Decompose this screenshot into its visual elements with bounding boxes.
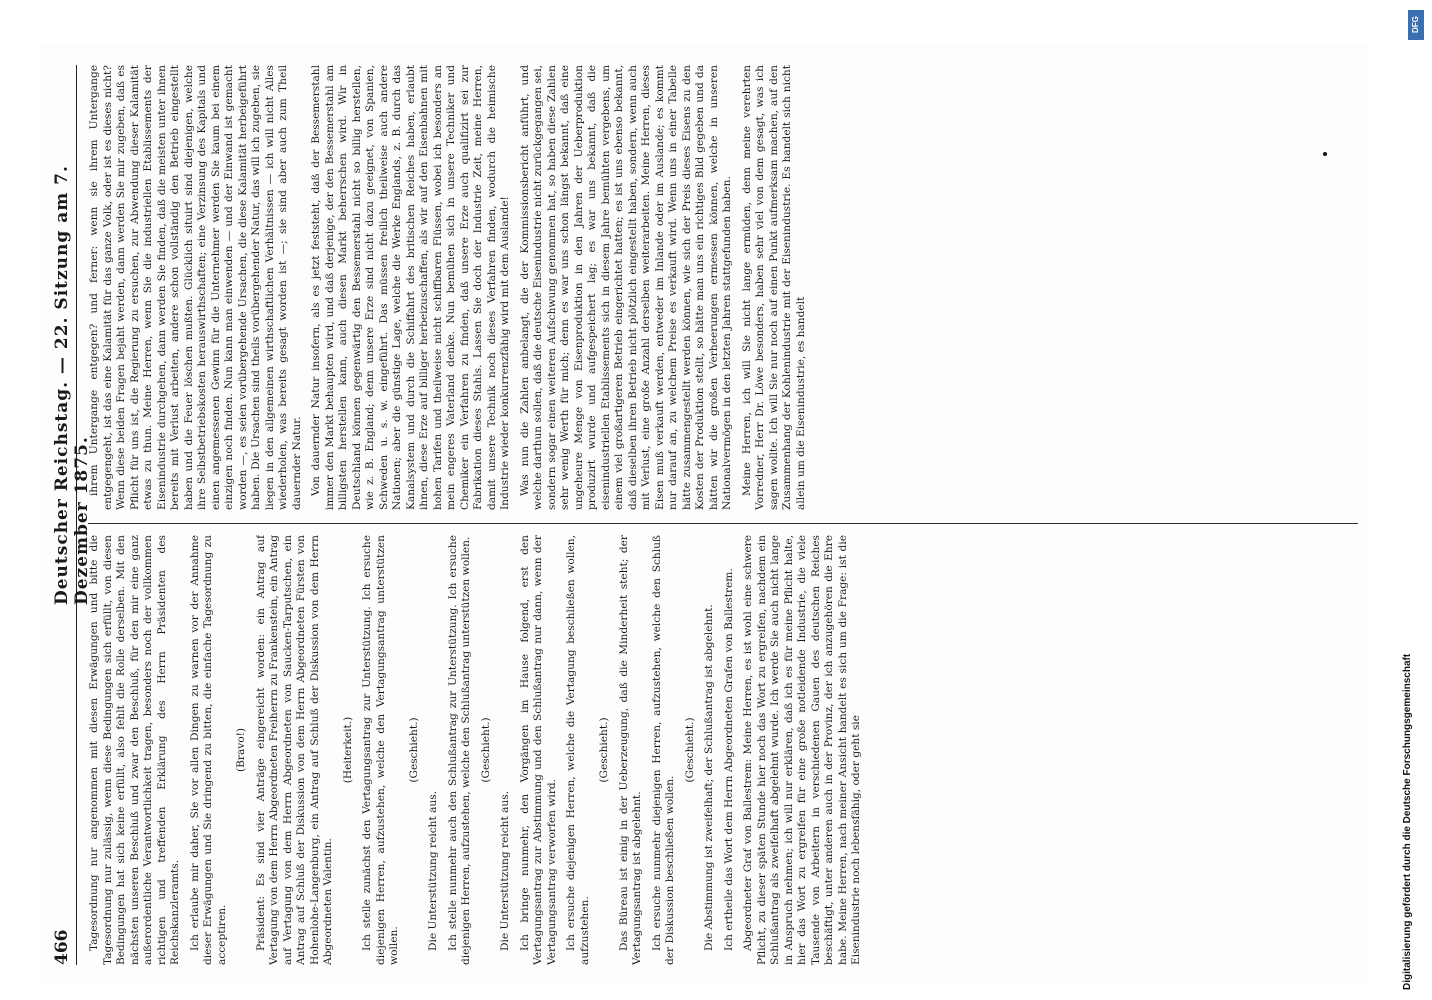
paragraph: Was nun die Zahlen anbelangt, die der Kommissionsbericht anführt, und welche darthun sollen, daß die deutsche Eisenindustrie nicht zurückgegangen sei, sondern sogar einen weiteren Aufschwung genommen hat, so haben diese Zahlen sehr wenig Werth für mich; denn es war uns schon längst bekannt, daß eine ungeheure Menge von Eisenproduktion in den Jahren der Ueberproduktion produzirt wurde und aufgespeichert lag; es war uns bekannt, daß die eisenindustriellen Etablissements sich in diesem Jahre bemühten vergebens, um einem viel großartigeren Betrieb eingerichtet hatten; es ist uns ebenso bekannt, daß dieselben ihren Betrieb nicht plötzlich eingestellt haben, sondern, wenn auch mit Verlust, eine große Anzahl derselben weiterarbeiten. Meine Herren, dieses Eisen muß verkauft werden, entweder im Inlande oder im Auslande; es kommt nur darauf an, zu welchem Preise es verkauft wird. Wenn uns in einer Tabelle hätte zusammengestellt werden können, wie sich der Preis dieses Eisens zu den Kosten der Produktion stellt, so hätte man uns ein richtiges Bild gegeben und da hätten wir die großen Verheerungen ermessen können, welche in unseren Nationalvermögen in den letzten Jahren stattgefunden haben. [518,65,733,510]
left-column [88,535,1358,965]
paragraph: Meine Herren, ich will Sie nicht lange ermüden, denn meine verehrten Vorredner, Herr Dr. Löwe besonders, haben sehr viel von dem gesagt, was ich sagen wollte. Ich will Sie nur noch auf einen Punkt aufmerksam machen, auf den Zusammenhang der Kohlenindustrie mit der Eisenindustrie. Es handelt sich nicht allein um die Eisenindustrie, es handelt [740,65,807,510]
digitization-credit: Digitalisierung gefördert durch die Deutsche Forschungsgemeinschaft [1402,653,1413,990]
interjection: (Geschieht.) [407,717,420,783]
paragraph: Ich ertheile das Wort dem Herrn Abgeordneten Grafen von Ballestrem. [722,568,735,951]
scan-speck [1323,152,1327,156]
paragraph: Das Büreau ist einig in der Ueberzeugung, daß die Minderheit steht; der Vertagungsantrag ist abgelehnt. [617,535,643,965]
page-number: 466 [52,929,72,965]
paragraph: Ich ersuche diejenigen Herren, welche die Vertagung beschließen wollen, aufzustehen. [565,535,591,965]
interjection: (Bravo!) [235,727,247,773]
scanned-page [40,45,1370,985]
paragraph: Abgeordneter Graf von Ballestrem: Meine Herren, es ist wohl eine schwere Pflicht, zu dieser späten Stunde hier noch das Wort zu ergreifen, nachdem ein Schlußantrag als zweifelhaft abgelehnt wurde. Ich werde Sie auch nicht lange in Anspruch nehmen; ich will nur erklären, daß ich es für meine Pflicht halte, hier das Wort zu ergreifen für eine große notleidende Industrie, die viele Tausende von Arbeitern in verschiedenen Gauen des deutschen Reiches beschäftigt, unter anderen auch in der Provinz, der ich anzugehören die Ehre habe. Meine Herren, nach meiner Ansicht handelt es sich um die Frage: ist die Eisenindustrie noch lebensfähig, oder geht sie [742,535,862,965]
paragraph: Ich bringe nunmehr, den Vorgängen im Hause folgend, erst den Vertagungsantrag zur Abstimmung und den Schlußantrag nur dann, wenn der Vertagungsantrag verworfen wird. [518,535,558,965]
page-title: Deutscher Reichstag. — 22. Sitzung am 7. Dezember 1875. [52,165,92,605]
paragraph: Die Abstimmung ist zweifelhaft; der Schlußantrag ist abgelehnt. [703,604,715,951]
paragraph: Präsident: Es sind vier Anträge eingereicht worden: ein Antrag auf Vertagung von dem Herrn Abgeordneten Freiherrn zu Frankenstein, ein Antrag auf Vertagung von dem Herrn Abgeordneten von Saucken-Tarputschen, ein Antrag auf Schluß der Diskussion von dem Herrn Abgeordneten Fürsten von Hohenlohe-Langenburg, ein Antrag auf Schluß der Diskussion von dem Herrn Abgeordneten Valentin. [254,535,334,965]
paragraph: Ich stelle zunächst den Vertagungsantrag zur Unterstützung. Ich ersuche diejenigen Herren, aufzustehen, welche den Vertagungsantrag unterstützen wollen. [361,535,400,965]
paragraph: Ich stelle nunmehr auch den Schlußantrag zur Unterstützung. Ich ersuche diejenigen Herren, aufzustehen, welche den Schlußantrag unterstützen wollen. [446,535,472,965]
interjection: (Heiterkeit.) [341,716,354,784]
interjection: (Geschieht.) [683,717,696,783]
interjection: (Geschieht.) [598,717,610,783]
paragraph: Von dauernder Natur insofern, als es jetzt feststeht, daß der Bessemerstahl immer den Markt behaupten wird, und daß derjenige, der den Bessemerstahl am billigsten herstellen kann, auch diesen Markt beherrschen wird. Wir in Deutschland können gegenwärtig den Bessemerstahl nicht so billig herstellen, wie z. B. England; denn unsere Erze sind nicht dazu geeignet, von Spanien, Schweden u. s. w. eingeführt. Das müssen freilich theilweise auch andere Nationen; aber die günstige Lage, welche die Werke Englands, z. B. durch das Kanalsystem und durch die Schiffahrt des britischen Reiches haben, erlaubt ihnen, diese Erze auf billiger herbeizuschaffen, als wir auf den Eisenbahnen mit hohen Tarifen und theilweise nicht schiffbaren Flüssen, wobei ich besonders an mein engeres Vaterland denke. Nun bemühen sich in unsere Techniker und Chemiker ein Verfahren zu finden, daß unsere Erze auch qualifizirt sei zur Fabrikation dieses Stahls. Lassen Sie doch der Industrie Zeit, meine Herren, damit unsere Technik noch dieses Verfahren finden, wodurch die heimische Industrie wieder konkurrenzfähig wird mit dem Auslande! [310,65,511,510]
right-column [88,65,1358,510]
paragraph: Die Unterstützung reicht aus. [427,790,439,951]
dfg-logo: DFG [1408,10,1424,40]
column-divider [88,523,1358,524]
paragraph: Ich ersuche nunmehr diejenigen Herren, aufzustehen, welche den Schluß der Diskussion beschließen wollen. [650,535,676,965]
paragraph: Die Unterstützung reicht aus. [499,790,511,951]
running-head [48,65,92,965]
interjection: (Geschieht.) [479,717,492,783]
paragraph: ihrem Untergange entgegen? und ferner: wenn sie ihrem Untergange entgegengeht, ist das eine Kalamität für das ganze Volk, oder ist es dieses nicht? Wenn diese beiden Fragen bejaht werden, dann werden Sie mir zugeben, daß es Pflicht für uns ist, die Regierung zu ersuchen, zur Abwendung dieser Kalamität etwas zu thun. Meine Herren, wenn Sie die industriellen Etablissements der Eisenindustrie durchgehen, dann werden Sie finden, daß die meisten unter ihnen bereits mit Verlust arbeiten, andere schon vollständig den Betrieb eingestellt haben und die Feuer löschen mußten. Glücklich situirt sind diejenigen, welche ihre Selbstbetriebskosten herauswirthschaften; eine Verzinsung des Kapitals und einen angemessenen Gewinn für die Unternehmer werden Sie kaum bei einem einzigen noch finden. Nun kann man einwenden — und der Einwand ist gemacht worden —, es seien vorübergehende Ursachen, die diese Kalamität herbeigeführt haben. Die Ursachen sind theils vorübergehender Natur, das will ich zugeben, sie liegen in den allgemeinen wirthschaftlichen Verhältnissen — ich will nicht Alles wiederholen, was bereits gesagt worden ist —; sie sind aber auch zum Theil dauernder Natur. [88,65,303,510]
paragraph: Ich erlaube mir daher, Sie vor allen Dingen zu warnen vor der Annahme dieser Erwägungen und Sie dringend zu bitten, die einfache Tagesordnung zu acceptiren. [188,535,228,965]
paragraph: Tagesordnung nur angenommen mit diesen Erwägungen und bitte die Tagesordnung nur zulässig, wenn diese Bedingungen sich erfüllt, von diesen Bedingungen hat sich keine erfüllt, also fehlt die Rolle derselben. Mit den nächsten unseren Beschluß und zwar den Beschluß, für den mir eine ganz außerordentliche Verantwortlichkeit tragen, besonders noch der vollkommen richtigen und treffenden Erklärung des Herrn Präsidenten des Reichskanzleramts. [88,535,181,965]
